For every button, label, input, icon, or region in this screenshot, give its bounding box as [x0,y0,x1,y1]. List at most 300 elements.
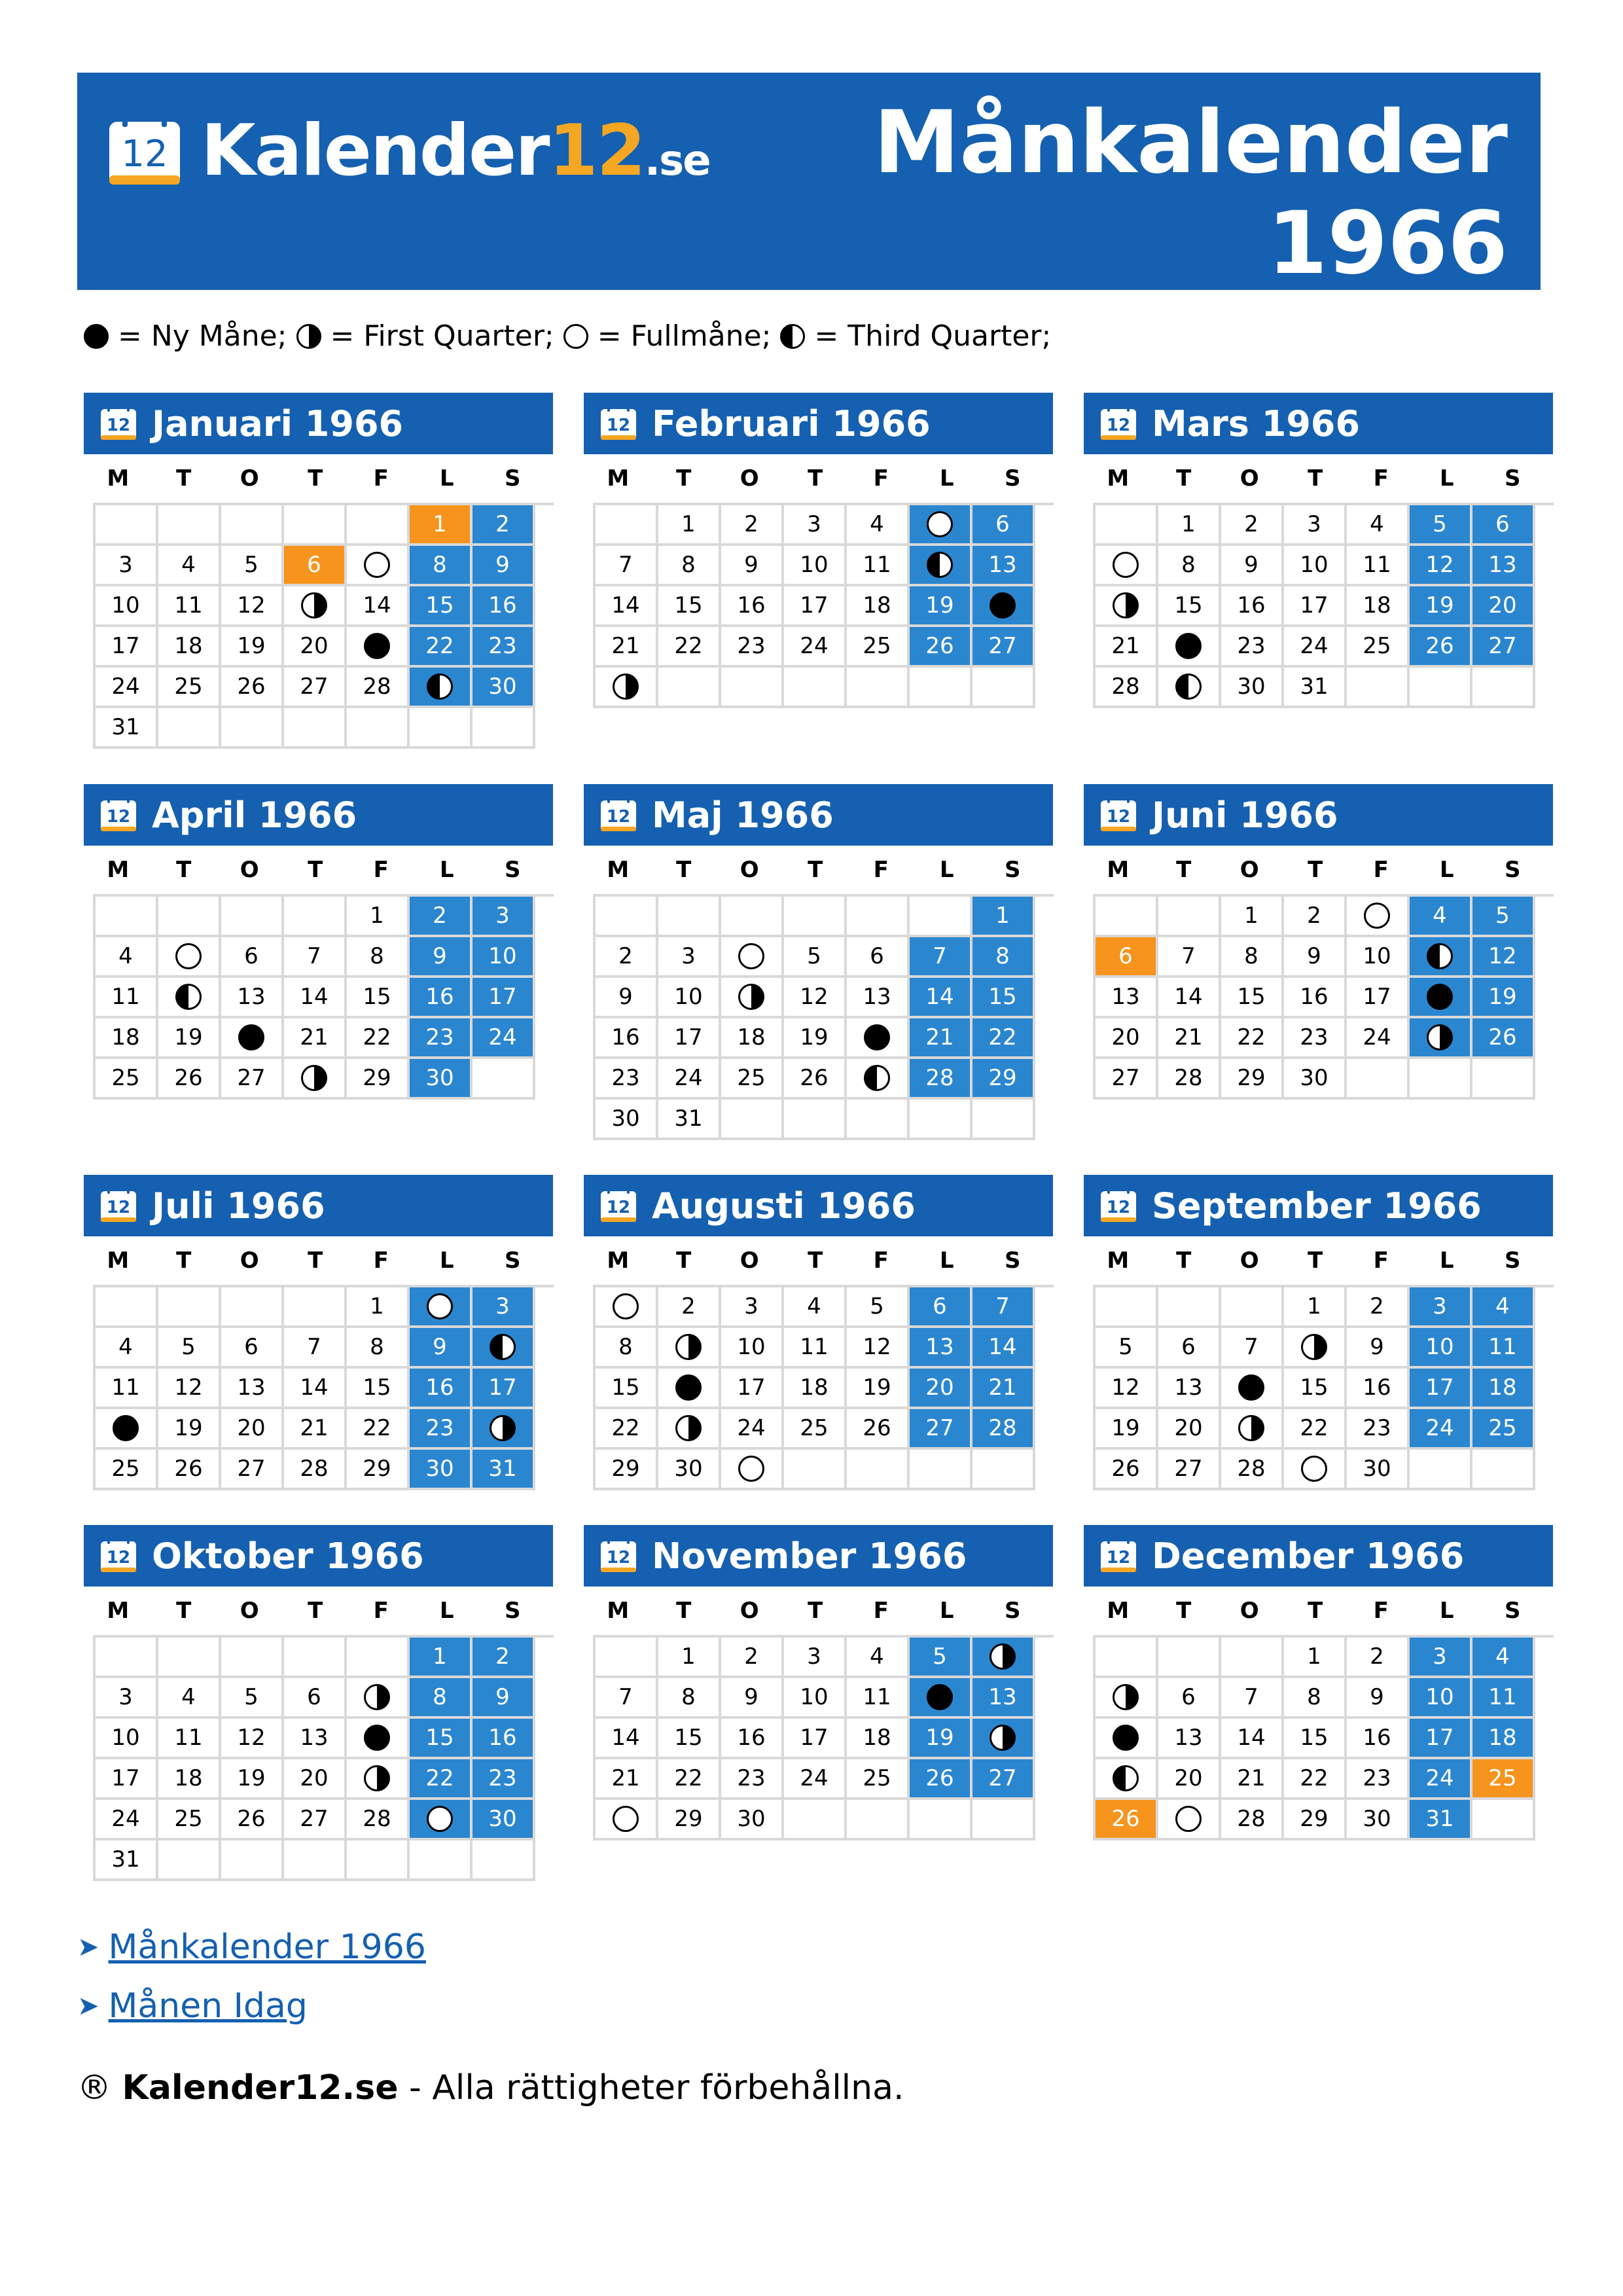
day-cell [284,1328,347,1369]
day-cell [1347,937,1410,978]
day-cell [1158,1409,1221,1450]
day-cell [910,586,972,627]
link-moon-calendar[interactable] [77,1918,426,1977]
day-cell [158,1018,221,1059]
day-cell [658,1287,721,1328]
day-number: 26 [237,1806,266,1832]
first-moon-icon [990,1643,1016,1670]
weekday-label: O [1240,1247,1259,1274]
full-moon-icon [738,943,764,969]
calendar-icon [599,797,637,833]
day-cell [1410,1719,1472,1759]
day-cell [1096,1678,1158,1719]
day-number: 18 [737,1024,766,1050]
day-cell [1410,668,1472,708]
first-moon-icon [296,324,321,349]
day-number: 1 [1181,511,1196,537]
weekday-label: M [607,857,630,883]
day-cell [910,1450,972,1490]
day-number: 9 [1370,1684,1384,1710]
weekday-header [1085,1587,1553,1635]
month-title: Maj 1966 [652,794,834,836]
day-cell [1472,1287,1535,1328]
day-cell [658,978,721,1018]
day-number: 15 [674,1725,703,1751]
day-cell [721,1328,784,1369]
day-cell [96,1059,158,1100]
day-cell [1410,586,1472,627]
day-cell [972,1409,1035,1450]
day-number: 3 [1307,511,1321,537]
day-number: 10 [1363,943,1391,969]
link-moon-calendar-text[interactable]: Månkalender 1966 [108,1928,426,1967]
weekday-label: O [740,1247,759,1274]
weekday-label: S [1005,857,1021,883]
day-cell [1284,1287,1347,1328]
day-cell [221,546,284,586]
full-moon-icon [927,511,953,537]
day-number: 24 [1425,1415,1454,1441]
weekday-label: L [439,857,454,883]
day-cell [1410,1450,1472,1490]
day-cell [1410,978,1472,1018]
month-calendar [1084,1525,1553,1840]
day-cell [1284,1369,1347,1409]
day-number: 27 [988,633,1017,659]
day-number: 5 [870,1293,884,1319]
day-cell [784,505,847,546]
day-number: 28 [300,1456,329,1482]
day-cell [596,1450,658,1490]
day-number: 26 [1488,1024,1517,1050]
day-number: 2 [618,943,633,969]
day-number: 19 [1111,1415,1140,1441]
month-grid [593,1635,1054,1840]
day-cell [1158,627,1221,668]
day-number: 26 [174,1456,203,1482]
day-number: 23 [1237,633,1266,659]
day-number: 22 [988,1024,1017,1050]
weekday-label: S [1505,857,1521,883]
day-cell [96,1678,158,1719]
link-moon-today-text[interactable]: Månen Idag [108,1986,308,2026]
day-cell [347,1287,410,1328]
legend-label: = Ny Måne; [118,319,287,353]
day-cell [910,546,972,586]
day-cell [347,1450,410,1490]
day-number: 4 [118,1334,133,1360]
day-cell [910,1059,972,1100]
day-cell [1410,1328,1472,1369]
day-cell [284,1759,347,1800]
day-cell [158,1328,221,1369]
day-number: 22 [611,1415,640,1441]
calendar-icon [1099,1188,1137,1223]
day-number: 30 [1237,673,1266,700]
day-cell [1096,546,1158,586]
day-number: 23 [425,1415,454,1441]
day-number: 20 [1174,1415,1203,1441]
day-number: 29 [363,1065,391,1091]
day-number: 17 [800,592,829,619]
day-cell [596,1678,658,1719]
day-number: 10 [1425,1684,1454,1710]
day-number: 14 [611,592,640,619]
day-cell [1158,1678,1221,1719]
weekday-label: O [740,465,759,492]
day-number: 4 [1370,511,1384,537]
day-number: 16 [1363,1725,1391,1751]
day-cell [847,1450,910,1490]
day-cell [347,1759,410,1800]
day-number: 8 [618,1334,633,1360]
day-number: 30 [674,1456,703,1482]
day-number: 12 [237,592,266,619]
day-cell [410,897,473,937]
day-cell [1472,1369,1535,1409]
logo-number: 12 [548,110,645,192]
day-cell [284,1018,347,1059]
day-cell [96,1409,158,1450]
day-cell [1284,1678,1347,1719]
day-number: 11 [174,1725,203,1751]
day-cell [658,1100,721,1140]
day-number: 11 [1488,1334,1517,1360]
weekday-label: L [439,1598,454,1624]
day-number: 13 [863,984,891,1010]
day-cell [847,1100,910,1140]
day-number: 29 [988,1065,1017,1091]
day-cell [284,668,347,708]
month-title: September 1966 [1152,1185,1482,1227]
third-moon-icon [927,552,953,578]
weekday-label: O [1240,1598,1259,1624]
month-grid [93,1285,554,1490]
weekday-label: T [1176,1598,1192,1624]
day-cell [596,1638,658,1678]
day-cell [1284,1450,1347,1490]
day-number: 12 [174,1374,203,1401]
day-number: 21 [925,1024,954,1050]
weekday-label: M [607,1598,630,1624]
day-cell [410,1369,473,1409]
day-number: 30 [1363,1456,1391,1482]
weekday-label: F [1373,465,1389,492]
day-cell [284,1638,347,1678]
day-number: 4 [807,1293,821,1319]
day-number: 18 [863,592,891,619]
day-number: 18 [174,633,203,659]
day-cell [1410,546,1472,586]
month-header [84,393,553,454]
calendar-icon-number: 12 [1106,807,1131,827]
day-cell [721,897,784,937]
weekday-label: S [505,1598,521,1624]
day-cell [1158,1638,1221,1678]
day-number: 5 [244,1684,259,1710]
weekday-label: T [1176,465,1192,492]
day-cell [1158,1759,1221,1800]
day-number: 31 [111,714,140,740]
day-number: 23 [611,1065,640,1091]
day-cell [410,978,473,1018]
day-cell [473,1059,535,1100]
day-cell [347,937,410,978]
day-cell [784,1369,847,1409]
day-number: 14 [925,984,954,1010]
day-cell [221,1059,284,1100]
day-number: 22 [1300,1415,1329,1441]
day-number: 26 [1111,1806,1140,1832]
day-number: 28 [1174,1065,1203,1091]
day-number: 27 [1111,1065,1140,1091]
month-calendar [84,1525,553,1881]
day-cell [658,1018,721,1059]
weekday-label: O [240,1247,259,1274]
weekday-header [585,1587,1053,1635]
day-cell [1410,1018,1472,1059]
day-number: 18 [1488,1374,1517,1401]
day-cell [596,1719,658,1759]
day-number: 14 [1237,1725,1266,1751]
day-number: 9 [744,552,758,578]
day-number: 18 [1363,592,1391,619]
first-moon-icon [301,1065,327,1091]
day-cell [1096,1059,1158,1100]
month-grid [1093,503,1554,708]
day-number: 4 [181,552,196,578]
day-cell [1096,897,1158,937]
day-cell [347,897,410,937]
day-number: 19 [1488,984,1517,1010]
day-cell [847,1638,910,1678]
day-number: 8 [1244,943,1258,969]
day-cell [972,1328,1035,1369]
day-number: 8 [681,552,696,578]
day-cell [1221,546,1284,586]
day-cell [284,937,347,978]
day-number: 8 [433,552,447,578]
day-cell [910,1409,972,1450]
day-cell [1472,546,1535,586]
first-moon-icon [1301,1334,1327,1360]
title-line2: 1966 [1267,193,1508,294]
day-number: 7 [618,552,633,578]
day-cell [910,978,972,1018]
day-number: 22 [1237,1024,1266,1050]
third-moon-icon [175,984,202,1010]
day-number: 23 [488,633,517,659]
day-number: 27 [1174,1456,1203,1482]
third-moon-icon [780,324,805,349]
day-cell [721,1638,784,1678]
day-number: 13 [1111,984,1140,1010]
day-cell [1472,937,1535,978]
day-number: 26 [174,1065,203,1091]
day-number: 5 [807,943,821,969]
day-number: 28 [1237,1456,1266,1482]
month-grid [593,1285,1054,1490]
day-cell [1472,897,1535,937]
day-number: 25 [863,633,891,659]
third-moon-icon [1175,673,1202,700]
month-title: Oktober 1966 [152,1535,424,1577]
day-number: 27 [237,1456,266,1482]
day-number: 14 [611,1725,640,1751]
day-number: 3 [807,1643,821,1670]
day-cell [972,1018,1035,1059]
full-moon-icon [427,1293,453,1319]
day-number: 16 [425,984,454,1010]
weekday-label: L [939,857,954,883]
calendar-icon [1099,1538,1137,1573]
day-number: 2 [681,1293,696,1319]
day-cell [1221,505,1284,546]
weekday-label: M [1107,465,1130,492]
weekday-label: T [808,1247,823,1274]
new-moon-icon [113,1415,139,1441]
weekday-label: F [1373,1598,1389,1624]
day-number: 3 [744,1293,758,1319]
day-cell [658,1678,721,1719]
day-cell [410,1800,473,1840]
day-cell [473,708,535,749]
weekday-header [85,454,553,503]
day-cell [1284,937,1347,978]
day-number: 8 [370,943,384,969]
weekday-label: M [1107,1247,1130,1274]
day-number: 17 [1425,1725,1454,1751]
day-cell [473,1800,535,1840]
calendar-icon [1099,406,1137,441]
day-cell [1347,1450,1410,1490]
day-cell [284,1800,347,1840]
day-number: 25 [737,1065,766,1091]
day-cell [910,668,972,708]
day-number: 2 [1370,1643,1384,1670]
day-number: 25 [111,1065,140,1091]
day-number: 19 [174,1024,203,1050]
calendar-icon-number: 12 [121,133,168,175]
day-cell [847,668,910,708]
day-cell [784,1450,847,1490]
day-cell [1158,1328,1221,1369]
link-moon-today[interactable] [77,1977,426,2036]
third-moon-icon [1113,1765,1139,1791]
day-cell [596,546,658,586]
day-cell [347,668,410,708]
day-cell [1410,1638,1472,1678]
day-cell [1284,627,1347,668]
day-cell [221,897,284,937]
day-cell [1347,1409,1410,1450]
weekday-label: L [939,1247,954,1274]
weekday-label: L [1439,1598,1454,1624]
day-cell [1284,1059,1347,1100]
day-cell [1347,1287,1410,1328]
day-cell [847,546,910,586]
day-cell [1347,586,1410,627]
day-cell [158,1840,221,1881]
month-grid [1093,894,1554,1100]
day-cell [596,1018,658,1059]
day-number: 21 [1174,1024,1203,1050]
day-number: 14 [1174,984,1203,1010]
month-title: December 1966 [1152,1535,1465,1577]
day-cell [473,546,535,586]
day-cell [1347,668,1410,708]
day-cell [658,1759,721,1800]
day-cell [1410,1059,1472,1100]
day-cell [1221,1328,1284,1369]
day-cell [721,1719,784,1759]
day-number: 24 [111,1806,140,1832]
day-cell [221,978,284,1018]
weekday-label: T [676,857,692,883]
weekday-label: F [873,1598,889,1624]
day-cell [96,546,158,586]
day-cell [972,1059,1035,1100]
day-cell [347,708,410,749]
day-cell [1410,1678,1472,1719]
day-cell [473,1840,535,1881]
day-cell [347,1840,410,1881]
site-logo[interactable] [107,105,710,197]
day-cell [284,1840,347,1881]
day-number: 9 [433,943,447,969]
full-moon-icon [175,943,202,969]
weekday-label: T [308,465,323,492]
day-cell [847,1059,910,1100]
day-cell [158,1287,221,1328]
weekday-header [85,1587,553,1635]
day-cell [473,586,535,627]
day-number: 15 [425,1725,454,1751]
calendar-icon-number: 12 [1106,416,1131,435]
day-cell [1096,668,1158,708]
new-moon-icon [364,1725,390,1751]
weekday-label: L [939,1598,954,1624]
day-cell [596,627,658,668]
month-grid [93,503,554,749]
weekday-label: T [308,1247,323,1274]
day-number: 13 [988,1684,1017,1710]
calendar-icon [99,797,137,833]
day-number: 31 [674,1105,703,1132]
day-cell [96,627,158,668]
day-cell [721,1369,784,1409]
day-cell [1472,1759,1535,1800]
day-cell [284,708,347,749]
day-number: 25 [863,1765,891,1791]
day-cell [1221,1719,1284,1759]
day-cell [96,1719,158,1759]
day-cell [1158,897,1221,937]
day-cell [721,1800,784,1840]
day-cell [158,897,221,937]
month-calendar [1084,393,1553,708]
day-number: 13 [925,1334,954,1360]
footer-rights: - Alla rättigheter förbehållna. [398,2068,904,2108]
day-cell [410,668,473,708]
title-line1: Månkalender [873,92,1508,193]
day-number: 24 [1300,633,1329,659]
day-cell [1284,897,1347,937]
day-number: 9 [1307,943,1321,969]
day-cell [1158,1018,1221,1059]
first-moon-icon [364,1765,390,1791]
day-number: 15 [988,984,1017,1010]
